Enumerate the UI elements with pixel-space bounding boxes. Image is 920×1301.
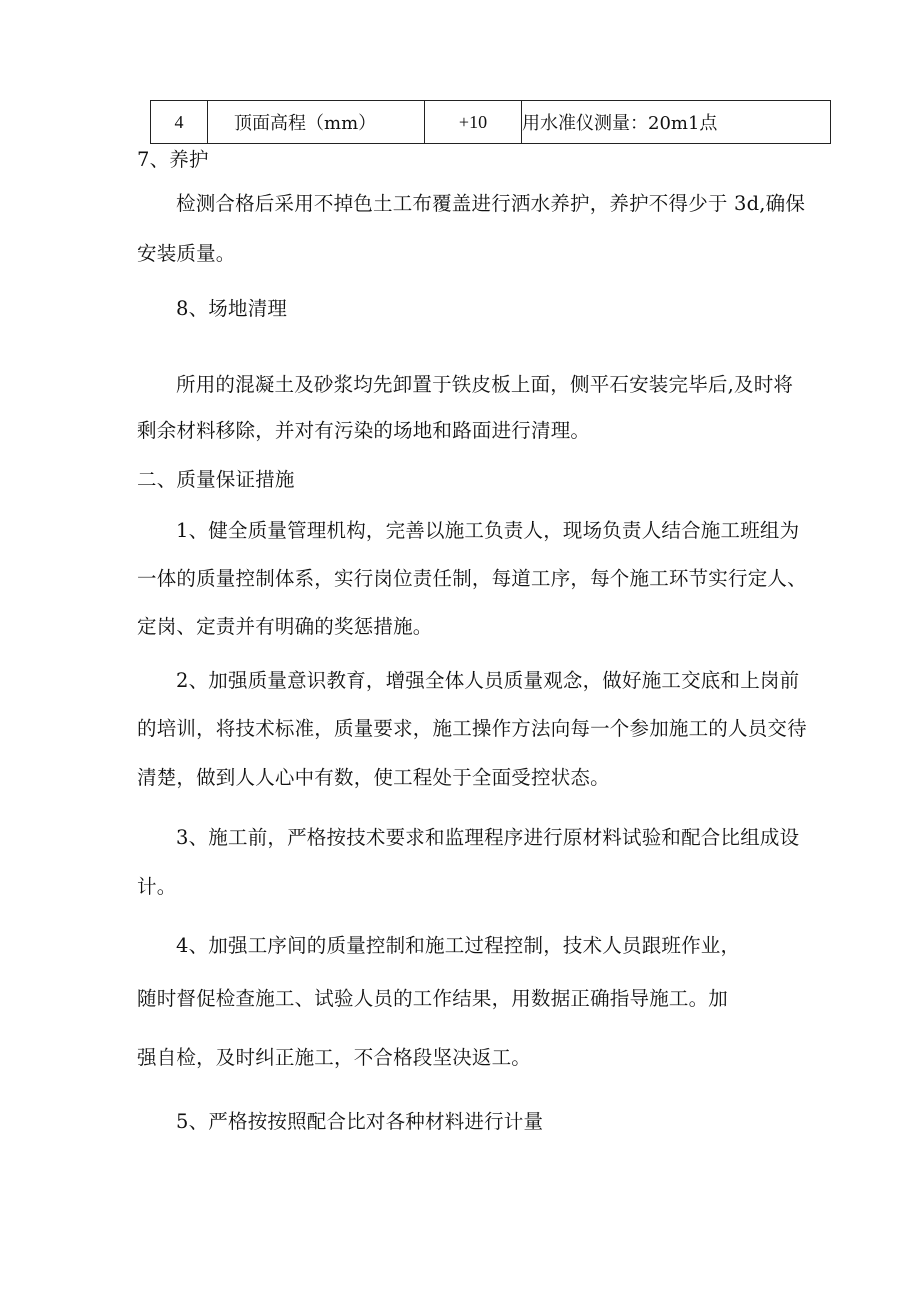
paragraph-line: 3、施工前，严格按技术要求和监理程序进行原材料试验和配合比组成设 xyxy=(176,826,800,849)
table-row xyxy=(151,101,831,144)
paragraph-line: 一体的质量控制体系，实行岗位责任制，每道工序，每个施工环节实行定人、 xyxy=(137,567,807,590)
paragraph-line: 定岗、定责并有明确的奖惩措施。 xyxy=(137,615,433,638)
inspection-table xyxy=(150,100,831,144)
paragraph-line: 强自检，及时纠正施工，不合格段坚决返工。 xyxy=(137,1046,532,1069)
paragraph-line: 5、严格按按照配合比对各种材料进行计量 xyxy=(176,1110,544,1133)
paragraph-line: 剩余材料移除，并对有污染的场地和路面进行清理。 xyxy=(137,419,591,442)
paragraph-line: 4、加强工序间的质量控制和施工过程控制，技术人员跟班作业， xyxy=(176,934,741,957)
section-heading-quality: 二、质量保证措施 xyxy=(137,468,295,491)
heading-site-cleanup: 8、场地清理 xyxy=(176,297,288,320)
paragraph-line: 安装质量。 xyxy=(137,242,236,265)
paragraph-line: 1、健全质量管理机构，完善以施工负责人，现场负责人结合施工班组为 xyxy=(176,519,800,542)
paragraph-line: 随时督促检查施工、试验人员的工作结果，用数据正确指导施工。加 xyxy=(137,987,729,1010)
row-number-cell: 4 xyxy=(151,101,208,144)
tolerance-cell: +10 xyxy=(425,101,522,144)
paragraph-line: 清楚，做到人人心中有数，使工程处于全面受控状态。 xyxy=(137,766,610,789)
heading-curing: 7、养护 xyxy=(137,148,209,171)
inspection-item-cell: 顶面高程（mm） xyxy=(208,101,425,144)
paragraph-line: 检测合格后采用不掉色土工布覆盖进行洒水养护，养护不得少于 3d,确保 xyxy=(176,192,806,215)
paragraph-line: 2、加强质量意识教育，增强全体人员质量观念，做好施工交底和上岗前 xyxy=(176,669,800,692)
paragraph-line: 计。 xyxy=(137,875,177,898)
paragraph-line: 的培训，将技术标准，质量要求，施工操作方法向每一个参加施工的人员交待 xyxy=(137,717,807,740)
paragraph-line: 所用的混凝土及砂浆均先卸置于铁皮板上面，侧平石安装完毕后,及时将 xyxy=(176,373,794,396)
method-cell: 用水准仪测量：20m1点 xyxy=(522,101,831,144)
